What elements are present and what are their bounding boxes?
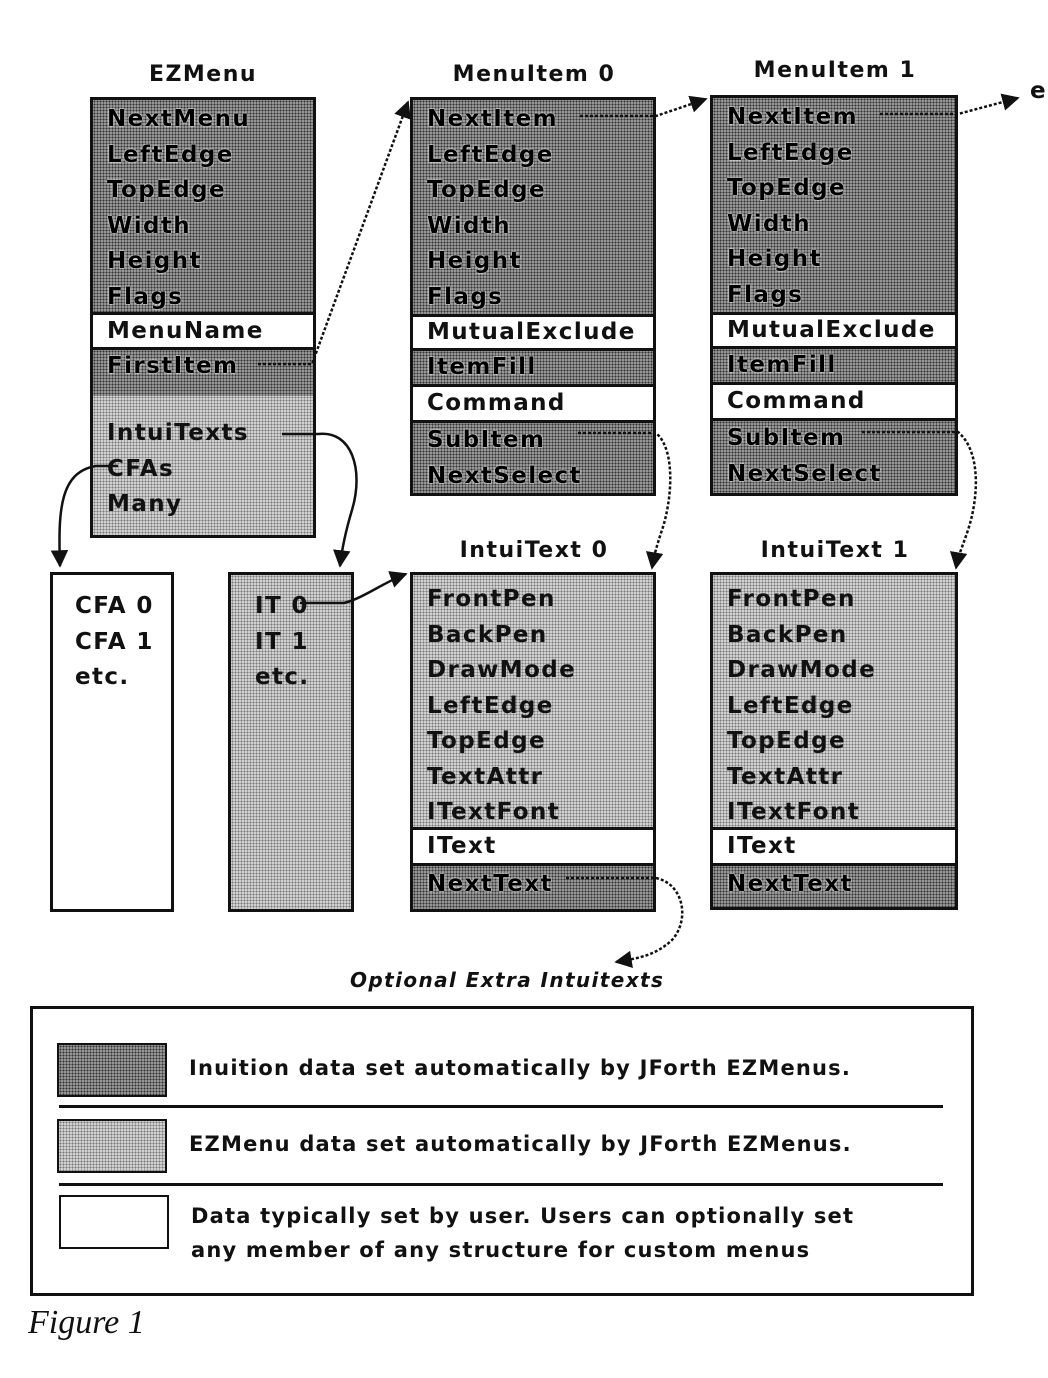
legend-swatch-dark <box>57 1043 167 1097</box>
cfa-item: CFA 0 <box>75 593 154 619</box>
field-height: Height <box>107 248 202 274</box>
legend-dark-text: Inuition data set automatically by JForth EZMenus. <box>189 1056 852 1080</box>
field-mutualexclude: MutualExclude <box>427 319 636 345</box>
nexttext0-arrow <box>566 878 682 962</box>
field-width: Width <box>427 212 512 239</box>
field-flags: Flags <box>107 283 184 310</box>
field-nexttext: NextText <box>427 871 553 897</box>
intuitexts-arrow <box>282 434 357 566</box>
menuitem1-title: MenuItem 1 <box>753 58 917 83</box>
field-nextitem: NextItem <box>727 104 858 130</box>
field-topedge: TopEdge <box>107 177 226 203</box>
it0-arrow <box>300 574 406 603</box>
legend-swatch-white <box>59 1195 169 1249</box>
legend-divider <box>59 1183 943 1186</box>
field-frontpen: FrontPen <box>727 586 856 612</box>
cfa-item: CFA 1 <box>75 628 154 655</box>
cfas-arrow <box>59 466 118 566</box>
field-leftedge: LeftEdge <box>727 692 854 719</box>
field-command: Command <box>727 388 866 414</box>
it-item: IT 0 <box>255 593 309 619</box>
field-topedge: TopEdge <box>427 728 546 754</box>
field-backpen: BackPen <box>427 621 548 648</box>
field-frontpen: FrontPen <box>427 586 556 612</box>
legend-swatch-light <box>57 1119 167 1173</box>
field-topedge: TopEdge <box>427 177 546 203</box>
field-leftedge: LeftEdge <box>427 692 554 719</box>
field-itemfill: ItemFill <box>427 354 537 380</box>
field-nextselect: NextSelect <box>427 462 582 489</box>
firstitem-arrow <box>258 102 408 364</box>
field-subitem: SubItem <box>727 425 846 451</box>
field-height: Height <box>727 246 822 272</box>
legend-divider <box>59 1105 943 1108</box>
field-leftedge: LeftEdge <box>427 141 554 168</box>
legend-white-text-line2: any member of any structure for custom menus <box>191 1238 811 1262</box>
field-itext: IText <box>727 833 797 859</box>
next-item-continuation-marker: e <box>1030 78 1047 104</box>
subitem0-arrow <box>578 433 670 568</box>
optional-extra-intuitexts-label: Optional Extra Intuitexts <box>350 968 665 992</box>
field-intuitexts: IntuiTexts <box>107 420 249 446</box>
field-nextitem: NextItem <box>427 106 558 132</box>
field-flags: Flags <box>427 283 504 310</box>
field-width: Width <box>107 212 192 239</box>
field-drawmode: DrawMode <box>427 657 577 683</box>
field-firstitem: FirstItem <box>107 353 239 379</box>
field-itemfill: ItemFill <box>727 352 837 378</box>
field-height: Height <box>427 248 522 274</box>
cfa-item: etc. <box>75 664 130 690</box>
legend <box>30 1006 974 1296</box>
field-topedge: TopEdge <box>727 728 846 754</box>
ezmenu-title: EZMenu <box>148 62 258 87</box>
figure-caption: Figure 1 <box>28 1304 145 1341</box>
field-subitem: SubItem <box>427 427 546 453</box>
subitem1-arrow <box>862 432 976 568</box>
legend-white-text-line1: Data typically set by user. Users can optionally set <box>191 1204 855 1228</box>
field-nexttext: NextText <box>727 871 853 897</box>
field-itext: IText <box>427 833 497 859</box>
field-textattr: TextAttr <box>427 763 544 790</box>
legend-light-text: EZMenu data set automatically by JForth EZMenus. <box>189 1132 852 1156</box>
nextitem0-arrow <box>580 99 706 116</box>
field-mutualexclude: MutualExclude <box>727 317 936 343</box>
it-item: etc. <box>255 664 310 690</box>
intuitext1-title: IntuiText 1 <box>760 538 910 563</box>
field-drawmode: DrawMode <box>727 657 877 683</box>
field-leftedge: LeftEdge <box>107 141 234 168</box>
it-item: IT 1 <box>255 628 309 655</box>
field-width: Width <box>727 210 812 237</box>
field-leftedge: LeftEdge <box>727 139 854 166</box>
menuitem0-title: MenuItem 0 <box>452 62 616 87</box>
field-textattr: TextAttr <box>727 763 844 790</box>
field-menuname: MenuName <box>107 318 264 344</box>
field-many: Many <box>107 491 183 517</box>
field-backpen: BackPen <box>727 621 848 648</box>
field-command: Command <box>427 390 566 416</box>
intuitext0-title: IntuiText 0 <box>459 538 609 563</box>
field-flags: Flags <box>727 281 804 308</box>
field-nextmenu: NextMenu <box>107 106 251 132</box>
field-cfas: CFAs <box>107 455 175 482</box>
field-topedge: TopEdge <box>727 175 846 201</box>
field-nextselect: NextSelect <box>727 460 882 487</box>
nextitem1-arrow <box>880 98 1018 114</box>
field-itextfont: ITextFont <box>727 799 861 825</box>
field-itextfont: ITextFont <box>427 799 561 825</box>
